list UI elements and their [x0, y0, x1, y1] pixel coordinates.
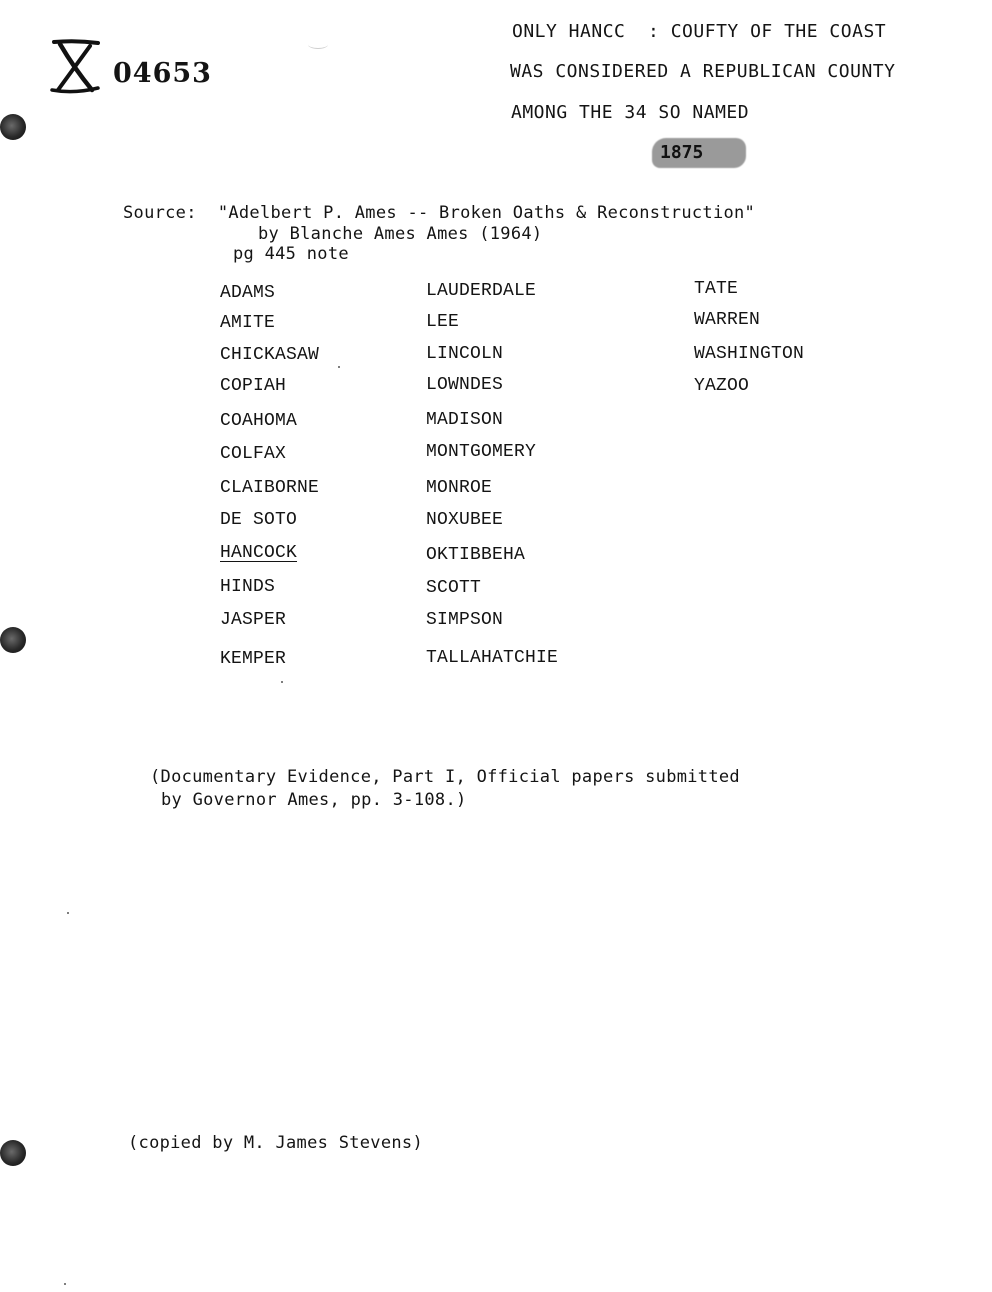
county-name: WARREN: [694, 310, 761, 330]
year-label: 1875: [660, 142, 704, 163]
paper-speck: [67, 912, 69, 914]
county-name: DE SOTO: [220, 510, 298, 530]
county-name: TALLAHATCHIE: [426, 648, 559, 668]
heading-line-1: ONLY HANCC : COUFTY OF THE COAST: [512, 21, 887, 42]
county-name: LEE: [426, 312, 460, 332]
county-name: COPIAH: [220, 376, 287, 396]
copied-by-footer: (copied by M. James Stevens): [128, 1133, 423, 1153]
source-line-author: by Blanche Ames Ames (1964): [258, 224, 543, 244]
county-name: CLAIBORNE: [220, 478, 320, 498]
evidence-note-line-1: (Documentary Evidence, Part I, Official papers submitted: [150, 767, 740, 787]
county-name: YAZOO: [694, 376, 750, 396]
punch-hole-bottom: [0, 1140, 26, 1166]
punch-hole-middle: [0, 627, 26, 653]
heading-line-3: AMONG THE 34 SO NAMED: [511, 102, 750, 123]
paper-speck: [64, 1283, 66, 1285]
county-name: MONROE: [426, 478, 493, 498]
county-name: MONTGOMERY: [426, 442, 537, 462]
handwritten-x-mark: [48, 38, 102, 96]
county-name: JASPER: [220, 610, 287, 630]
county-name: NOXUBEE: [426, 510, 504, 530]
document-number: 04653: [113, 58, 212, 89]
county-name: COAHOMA: [220, 411, 298, 431]
source-line-page: pg 445 note: [233, 244, 349, 264]
county-name: KEMPER: [220, 649, 287, 669]
county-name: WASHINGTON: [694, 344, 805, 364]
paper-speck: [281, 681, 283, 683]
county-name: OKTIBBEHA: [426, 545, 526, 565]
county-name: LAUDERDALE: [426, 281, 537, 301]
paper-speck: [338, 366, 340, 368]
county-name: HINDS: [220, 577, 276, 597]
county-name: AMITE: [220, 313, 276, 333]
county-name: SCOTT: [426, 578, 482, 598]
county-name: TATE: [694, 279, 739, 299]
evidence-note-line-2: by Governor Ames, pp. 3-108.): [161, 790, 467, 810]
county-name: CHICKASAW: [220, 345, 320, 365]
heading-line-2: WAS CONSIDERED A REPUBLICAN COUNTY: [510, 61, 896, 82]
county-name: SIMPSON: [426, 610, 504, 630]
source-line-title: Source: "Adelbert P. Ames -- Broken Oaths & Reconstruction": [123, 203, 756, 223]
county-name-hancock-underlined: HANCOCK: [220, 543, 298, 563]
county-name: ADAMS: [220, 283, 276, 303]
smudge-mark: [308, 40, 328, 49]
county-name: LOWNDES: [426, 375, 504, 395]
punch-hole-top: [0, 114, 26, 140]
county-name: LINCOLN: [426, 344, 504, 364]
county-name: MADISON: [426, 410, 504, 430]
county-name: COLFAX: [220, 444, 287, 464]
